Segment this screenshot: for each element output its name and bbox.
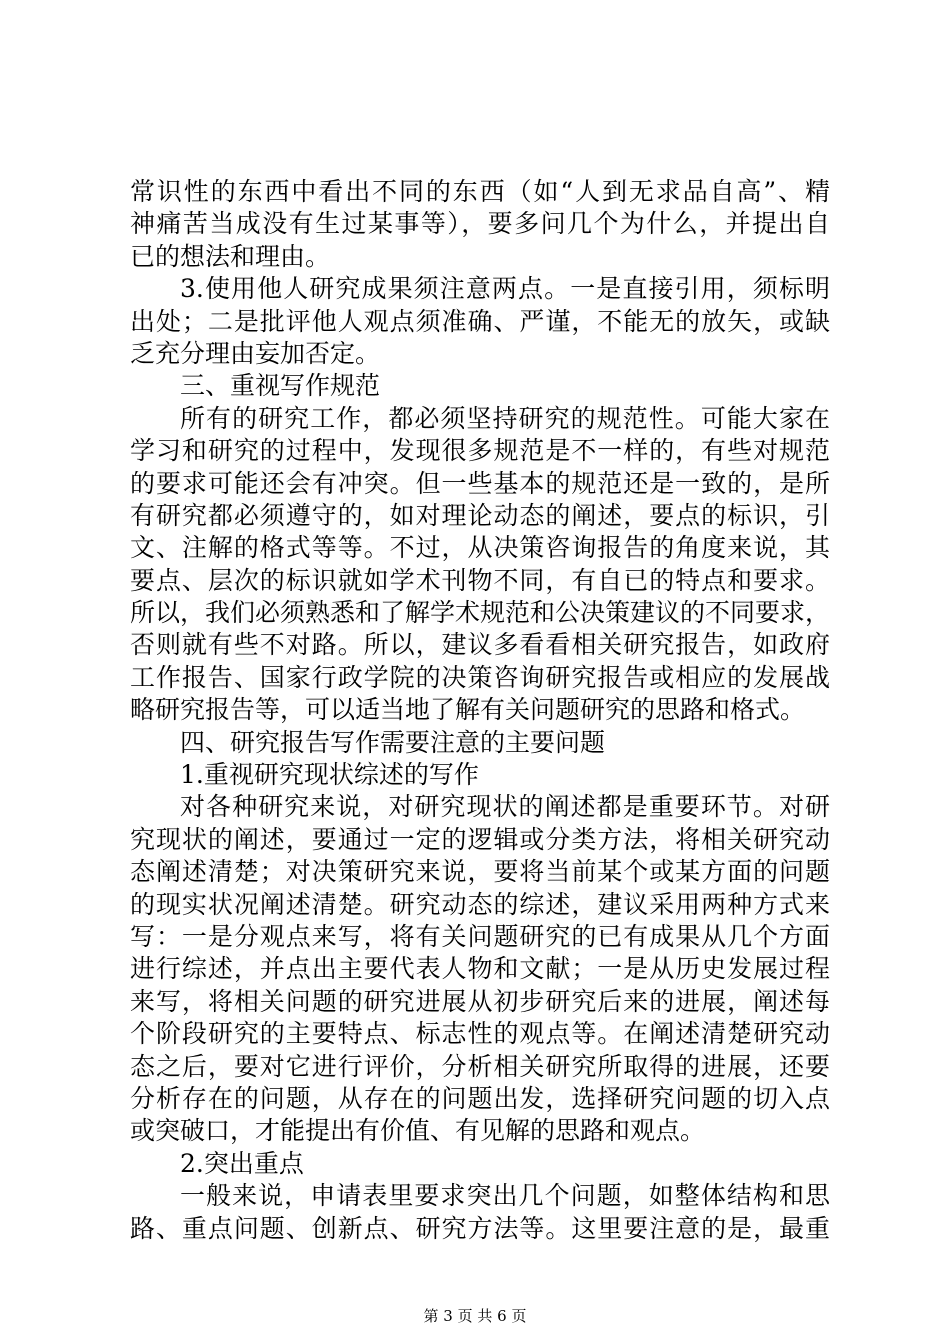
text-line: 的现实状况阐述清楚。研究动态的综述，建议采用两种方式来 xyxy=(130,889,830,919)
text-line: 写：一是分观点来写，将有关问题研究的已有成果从几个方面 xyxy=(130,921,830,951)
document-body xyxy=(130,176,830,1245)
text-line: 学习和研究的过程中，发现很多规范是不一样的，有些对规范 xyxy=(130,436,830,466)
text-line: 常识性的东西中看出不同的东西（如“人到无求品自高”、精 xyxy=(130,177,830,206)
text-line: 态之后，要对它进行评价，分析相关研究所取得的进展，还要 xyxy=(130,1051,830,1081)
text-line: 对各种研究来说，对研究现状的阐述都是重要环节。对研 xyxy=(180,792,830,822)
page-number: 第 3 页 共 6 页 xyxy=(423,1307,527,1325)
text-line: 文、注解的格式等等。不过，从决策咨询报告的角度来说，其 xyxy=(130,533,830,563)
text-line: 或突破口，才能提出有价值、有见解的思路和观点。 xyxy=(130,1116,706,1146)
text-line: 究现状的阐述，要通过一定的逻辑或分类方法，将相关研究动 xyxy=(130,824,830,854)
text-line: 1.重视研究现状综述的写作 xyxy=(180,760,479,790)
text-line: 所有的研究工作，都必须坚持研究的规范性。可能大家在 xyxy=(180,403,830,433)
text-line: 来写，将相关问题的研究进展从初步研究后来的进展，阐述每 xyxy=(130,986,830,1016)
text-line: 3.使用他人研究成果须注意两点。一是直接引用，须标明 xyxy=(180,274,830,304)
text-line: 所以，我们必须熟悉和了解学术规范和公决策建议的不同要求， xyxy=(130,598,831,628)
page-footer xyxy=(0,1306,950,1326)
text-line: 个阶段研究的主要特点、标志性的观点等。在阐述清楚研究动 xyxy=(130,1019,830,1049)
text-line: 否则就有些不对路。所以，建议多看看相关研究报告，如政府 xyxy=(130,630,830,660)
text-line: 乏充分理由妄加否定。 xyxy=(130,338,381,368)
text-line: 路、重点问题、创新点、研究方法等。这里要注意的是，最重 xyxy=(130,1213,830,1243)
text-line: 略研究报告等，可以适当地了解有关问题研究的思路和格式。 xyxy=(130,695,806,725)
text-line: 四、研究报告写作需要注意的主要问题 xyxy=(180,727,606,757)
text-line: 2.突出重点 xyxy=(180,1148,304,1178)
text-line: 出处；二是批评他人观点须准确、严谨，不能无的放矢，或缺 xyxy=(130,306,830,336)
text-line: 进行综述，并点出主要代表人物和文献；一是从历史发展过程 xyxy=(130,954,830,984)
text-line: 三、重视写作规范 xyxy=(180,371,381,401)
text-line: 一般来说，申请表里要求突出几个问题，如整体结构和思 xyxy=(180,1181,830,1211)
text-line: 的要求可能还会有冲突。但一些基本的规范还是一致的，是所 xyxy=(130,468,830,498)
text-line: 态阐述清楚；对决策研究来说，要将当前某个或某方面的问题 xyxy=(130,857,830,887)
text-line: 要点、层次的标识就如学术刊物不同，有自已的特点和要求。 xyxy=(130,565,830,595)
text-line: 神痛苦当成没有生过某事等），要多问几个为什么，并提出自 xyxy=(130,209,830,239)
text-line: 分析存在的问题，从存在的问题出发，选择研究问题的切入点 xyxy=(130,1083,830,1113)
text-line: 已的想法和理由。 xyxy=(130,241,331,271)
text-line: 工作报告、国家行政学院的决策咨询研究报告或相应的发展战 xyxy=(130,662,830,692)
text-line: 有研究都必须遵守的，如对理论动态的阐述，要点的标识，引 xyxy=(130,500,830,530)
